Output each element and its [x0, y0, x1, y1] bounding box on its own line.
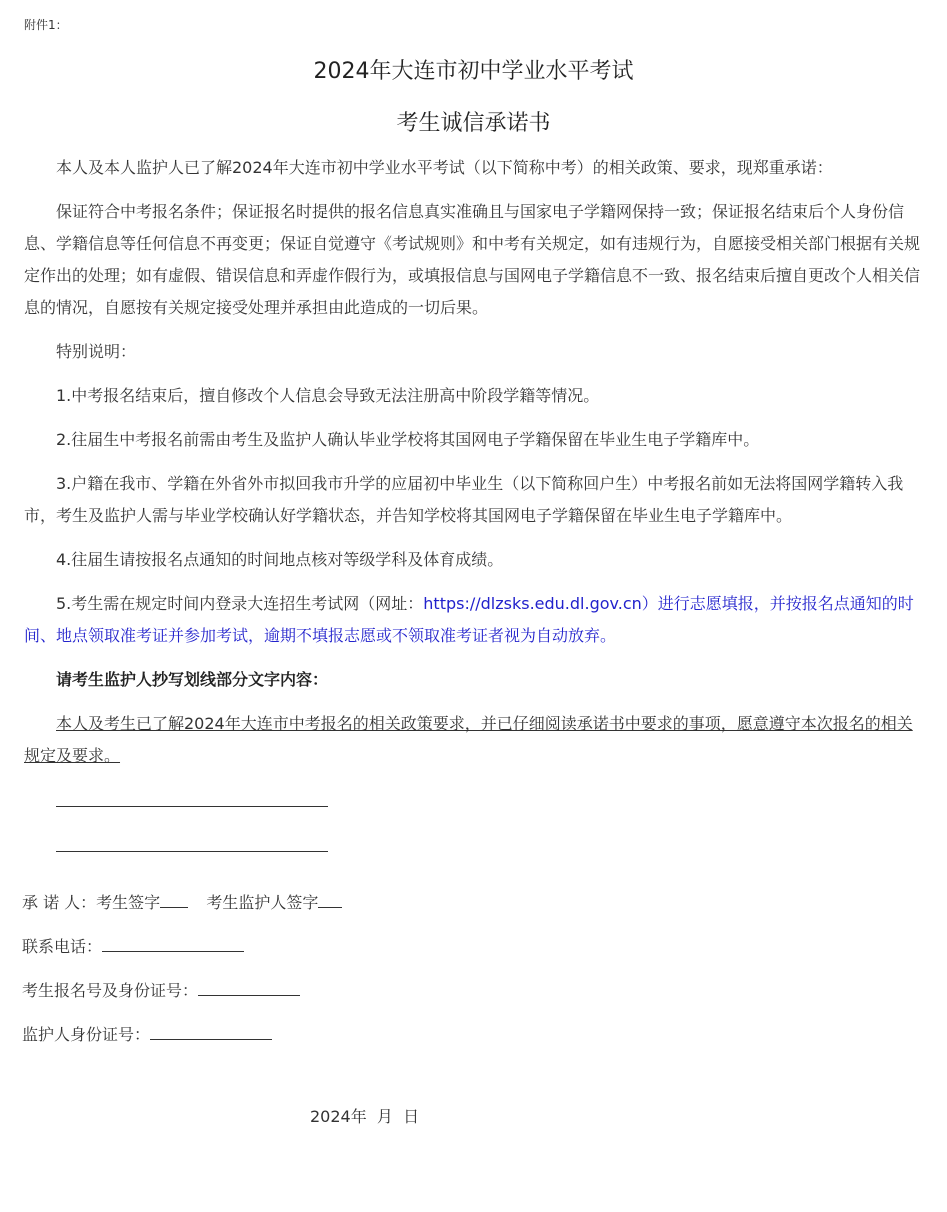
note-item: 1.中考报名结束后，擅自修改个人信息会导致无法注册高中阶段学籍等情况。: [56, 386, 600, 405]
guardian-id-blank[interactable]: [150, 1025, 272, 1040]
date-line: 2024年 月 日: [310, 1107, 420, 1126]
exam-id-row: [22, 978, 300, 1001]
student-signature-blank[interactable]: [160, 893, 188, 908]
phone-row: [22, 934, 244, 957]
promiser-label: 承 诺 人：考生签字: [22, 893, 161, 912]
note-item: 4.往届生请按报名点通知的时间地点核对等级学科及体育成绩。: [56, 550, 504, 569]
document-body: [24, 152, 920, 784]
copy-text: 本人及考生已了解2024年大连市中考报名的相关政策要求，并已仔细阅读承诺书中要求的事项，愿意遵守本次报名的相关规定及要求。: [24, 714, 913, 765]
note-item: 2.往届生中考报名前需由考生及监护人确认毕业学校将其国网电子学籍保留在毕业生电子学籍库中。: [56, 430, 760, 449]
guardian-signature-blank[interactable]: [318, 893, 342, 908]
guardian-id-row: [22, 1022, 272, 1045]
guardian-id-label: 监护人身份证号：: [22, 1025, 151, 1044]
guardian-signature-label: 考生监护人签字: [206, 893, 319, 912]
exam-website-link[interactable]: https://dlzsks.edu.dl.gov.cn: [423, 594, 642, 613]
handwriting-line[interactable]: [56, 851, 328, 852]
phone-label: 联系电话：: [22, 937, 103, 956]
note-item: 3.户籍在我市、学籍在外省外市拟回我市升学的应届初中毕业生（以下简称回户生）中考报名前如无法将国网学籍转入我市，考生及监护人需与毕业学校确认好学籍状态，并告知学校将其国网电子学籍保留在毕业生电子学籍库中。: [24, 474, 904, 525]
document-title: 2024年大连市初中学业水平考试: [313, 59, 634, 84]
copy-instruction: 请考生监护人抄写划线部分文字内容：: [56, 670, 329, 689]
exam-id-blank[interactable]: [198, 981, 300, 996]
guarantee-paragraph: 保证符合中考报名条件；保证报名时提供的报名信息真实准确且与国家电子学籍网保持一致；保证报名结束后个人身份信息、学籍信息等任何信息不再变更；保证自觉遵守《考试规则》和中考有关规定，如有违规行为，自愿接受相关部门根据有关规定作出的处理；如有虚假、错误信息和弄虚作假行为，或填报信息与国网电子学籍信息不一致、报名结束后擅自更改个人相关信息的情况，自愿按有关规定接受处理并承担由此造成的一切后果。: [24, 202, 921, 317]
note-item-5: [24, 588, 920, 652]
exam-id-label: 考生报名号及身份证号：: [22, 981, 199, 1000]
signature-row: [22, 890, 342, 913]
special-heading: 特别说明：: [56, 342, 137, 361]
attachment-label: 附件1：: [24, 18, 68, 32]
handwriting-line[interactable]: [56, 806, 328, 807]
note5-prefix: 5.考生需在规定时间内登录大连招生考试网（网址：: [56, 594, 424, 613]
document-subtitle: 考生诚信承诺书: [396, 111, 551, 136]
intro-paragraph: 本人及本人监护人已了解2024年大连市初中学业水平考试（以下简称中考）的相关政策、要求，现郑重承诺：: [56, 158, 833, 177]
note5-suffix: ）进行志愿填报，并按报名点通知的时间、地点领取准考证并参加考试，逾期不填报志愿或不领取准考证者视为自动放弃。: [24, 594, 914, 645]
phone-blank[interactable]: [102, 937, 244, 952]
